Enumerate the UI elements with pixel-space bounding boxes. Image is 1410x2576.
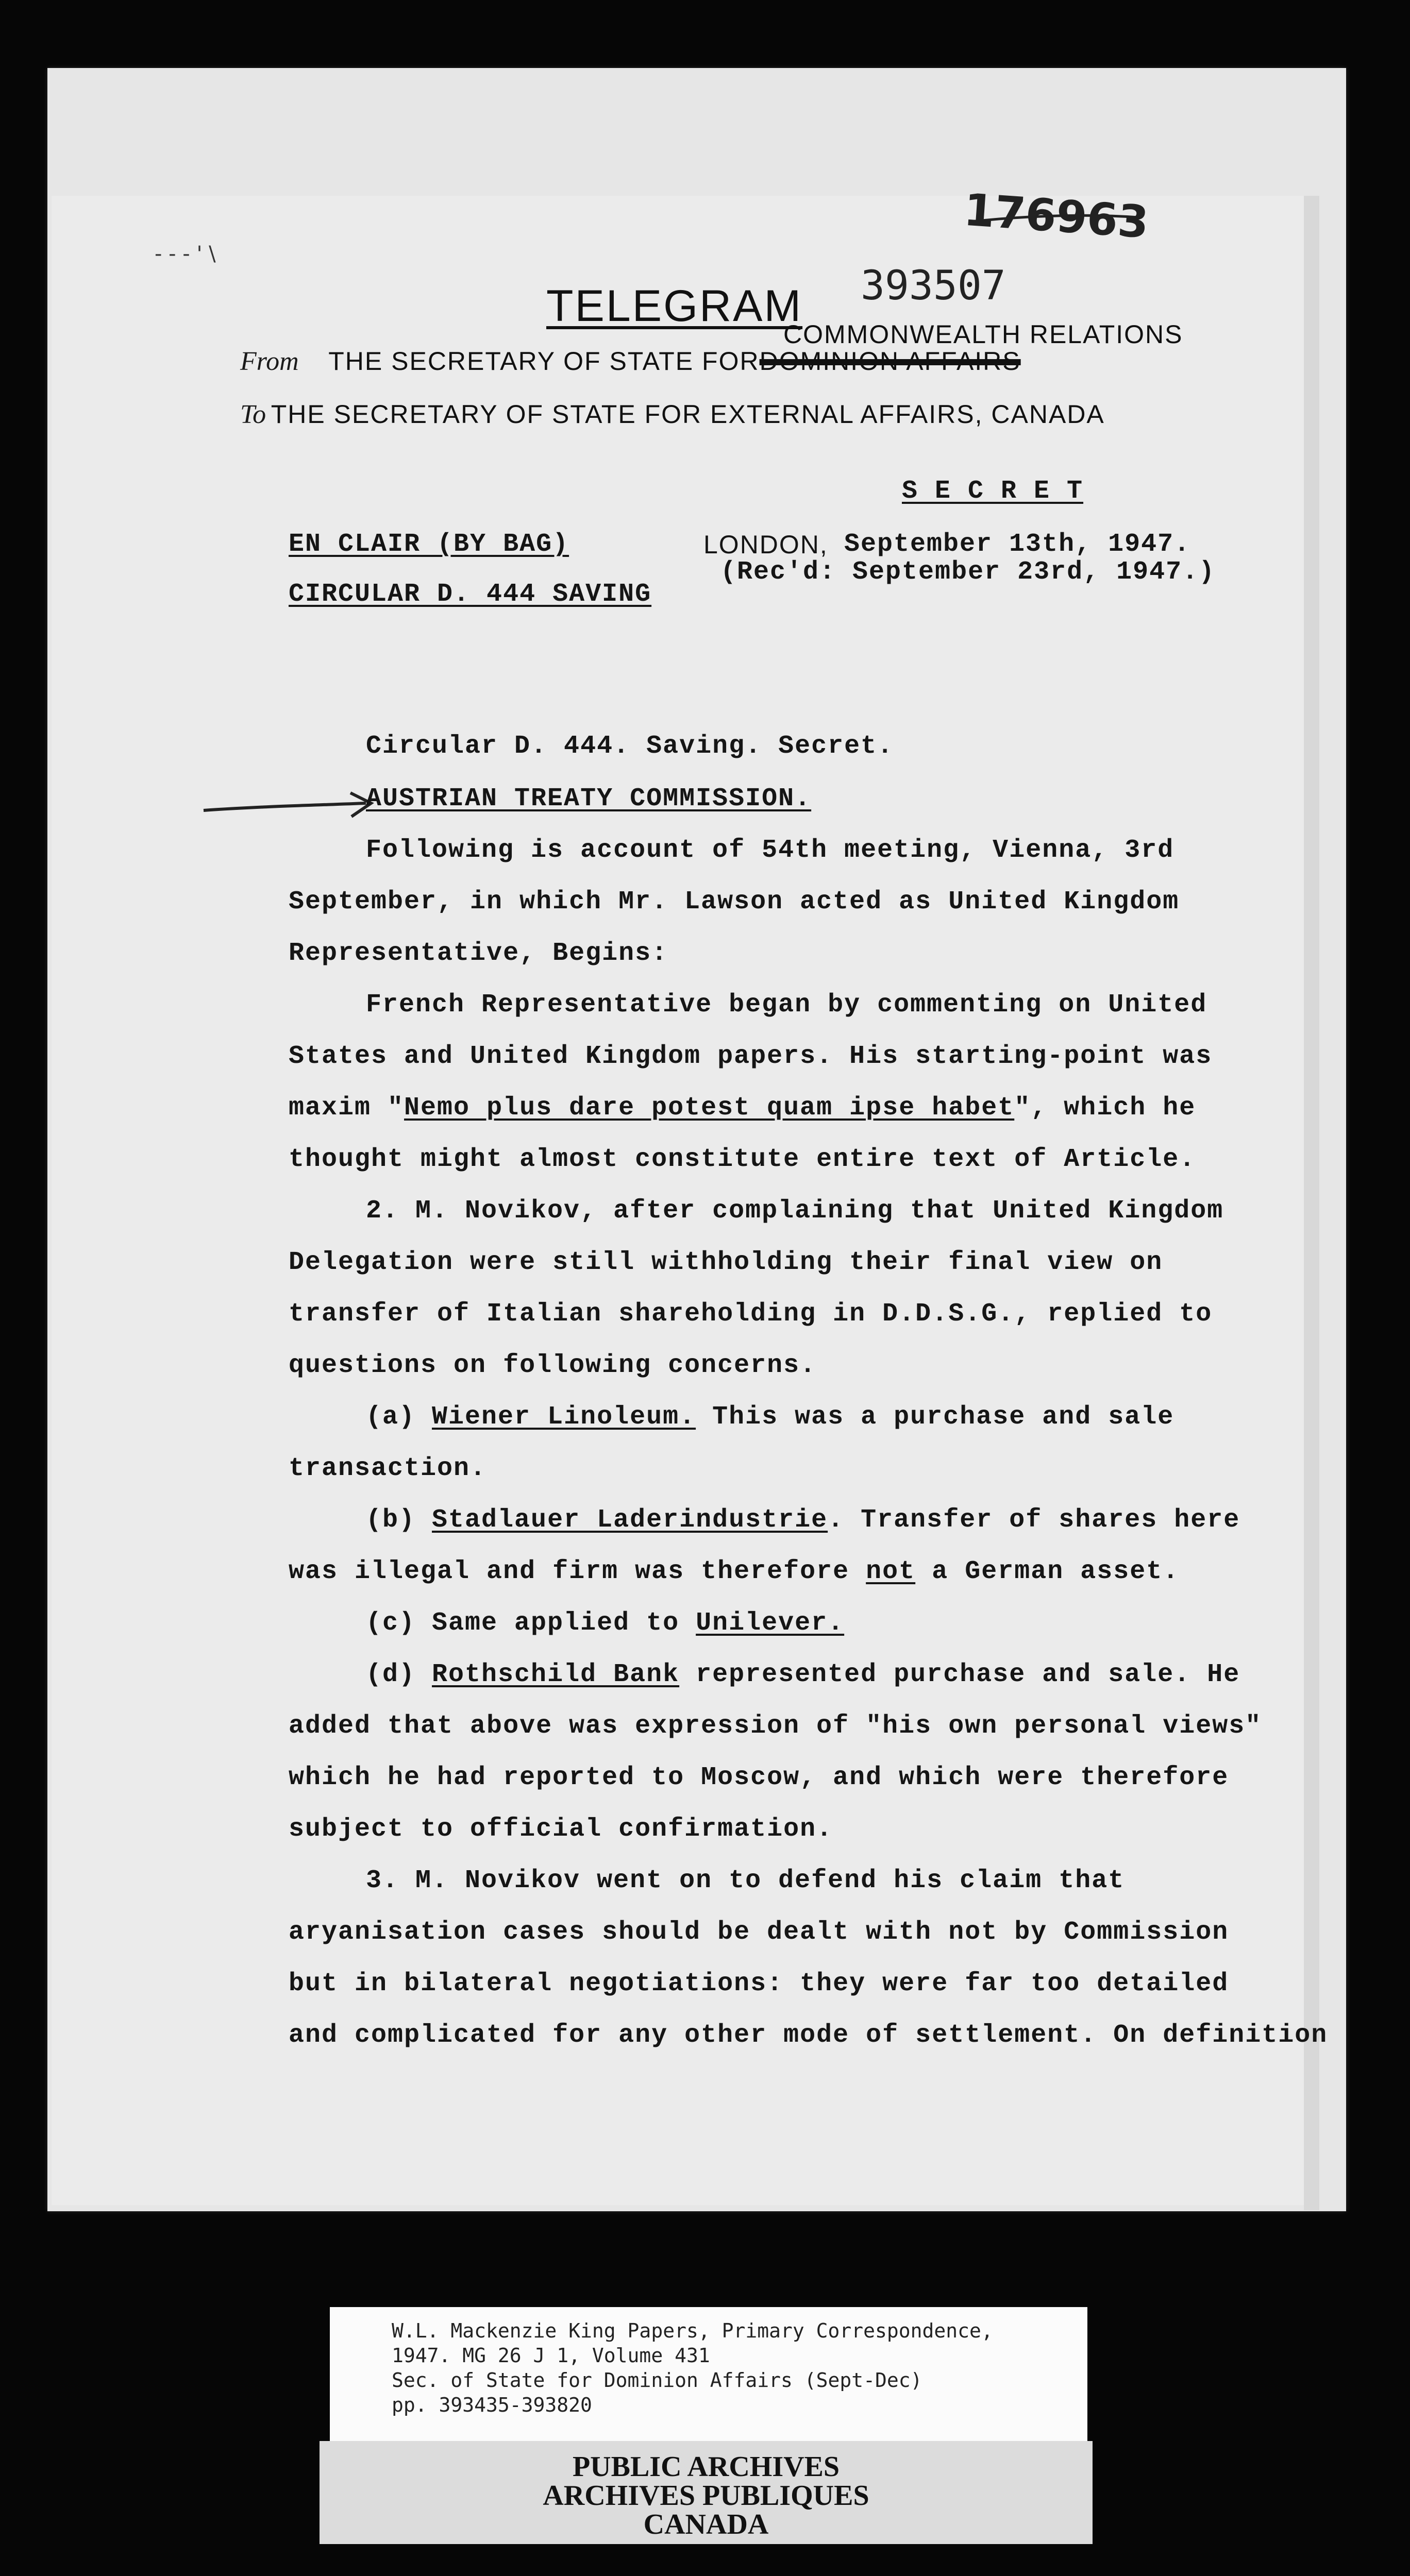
commonwealth-relations: COMMONWEALTH RELATIONS (783, 320, 1183, 349)
body-line-20: subject to official confirmation. (289, 1815, 833, 1844)
body-line-13: transaction. (289, 1454, 487, 1483)
catalog-line-1: W.L. Mackenzie King Papers, Primary Correspondence, (392, 2319, 993, 2342)
page-number-stamp: 393507 (861, 263, 1006, 309)
body-line-17: (d) Rothschild Bank represented purchase and sale. He (366, 1660, 1240, 1689)
body-line-12: (a) Wiener Linoleum. This was a purchase and sale (366, 1402, 1174, 1432)
catalog-line-3: Sec. of State for Dominion Affairs (Sept-Dec) (392, 2369, 922, 2392)
place-date: LONDON, (703, 530, 828, 559)
from-struck-text: DOMINION AFFAIRS (759, 347, 1021, 376)
body-line-23: but in bilateral negotiations: they were far too detailed (289, 1969, 1229, 1998)
archives-stamp (320, 2441, 1093, 2544)
circular-reference: CIRCULAR D. 444 SAVING (289, 580, 652, 609)
subject-line: AUSTRIAN TREATY COMMISSION. (366, 784, 812, 814)
body-line-6: maxim "Nemo plus dare potest quam ipse habet", which he (289, 1093, 1196, 1123)
telegram-title: TELEGRAM (546, 281, 803, 331)
concern-wiener-linoleum: Wiener Linoleum. (432, 1402, 696, 1432)
body-line-18: added that above was expression of "his own personal views" (289, 1711, 1262, 1741)
body-line-1: Following is account of 54th meeting, Vienna, 3rd (366, 836, 1174, 865)
concern-rothschild-bank: Rothschild Bank (432, 1660, 680, 1689)
reference-line: Circular D. 444. Saving. Secret. (366, 732, 894, 761)
body-line-5: States and United Kingdom papers. His starting-point was (289, 1042, 1213, 1071)
catalog-label (330, 2307, 1087, 2441)
arrow-icon (201, 786, 376, 827)
body-line-7: thought might almost constitute entire text of Article. (289, 1145, 1196, 1174)
classification: S E C R E T (902, 477, 1084, 506)
body-line-2: September, in which Mr. Lawson acted as United Kingdom (289, 887, 1180, 917)
body-line-15: was illegal and firm was therefore not a German asset. (289, 1557, 1180, 1586)
body-line-10: transfer of Italian shareholding in D.D.S.G., replied to (289, 1299, 1213, 1329)
body-line-19: which he had reported to Moscow, and which were therefore (289, 1763, 1229, 1792)
body-line-9: Delegation were still withholding their final view on (289, 1248, 1163, 1277)
body-line-8: 2. M. Novikov, after complaining that United Kingdom (366, 1196, 1224, 1226)
concern-unilever: Unilever. (696, 1608, 845, 1638)
body-line-14: (b) Stadlauer Laderindustrie. Transfer of shares here (366, 1505, 1240, 1535)
page-edge (1304, 196, 1319, 2210)
transmission-method: EN CLAIR (BY BAG) (289, 530, 569, 559)
catalog-line-4: pp. 393435-393820 (392, 2394, 592, 2416)
date-received: (Rec'd: September 23rd, 1947.) (720, 557, 1216, 587)
body-line-24: and complicated for any other mode of settlement. On definition (289, 2021, 1328, 2050)
catalog-line-2: 1947. MG 26 J 1, Volume 431 (392, 2344, 710, 2367)
from-text: THE SECRETARY OF STATE FOR (328, 347, 760, 376)
to-line (240, 399, 1105, 430)
archives-line-3: CANADA (643, 2509, 769, 2540)
latin-maxim: Nemo plus dare potest quam ipse habet (404, 1093, 1015, 1123)
file-number: 176963 (962, 184, 1151, 249)
concern-stadlauer: Stadlauer Laderindustrie (432, 1505, 828, 1535)
body-line-11: questions on following concerns. (289, 1351, 817, 1380)
archives-line-2: ARCHIVES PUBLIQUES (543, 2480, 869, 2512)
margin-mark: - - - ' \ (155, 242, 216, 266)
to-label: To (240, 400, 266, 429)
body-line-21: 3. M. Novikov went on to defend his claim that (366, 1866, 1125, 1895)
from-line (240, 346, 1021, 377)
archives-line-1: PUBLIC ARCHIVES (572, 2451, 840, 2483)
body-line-4: French Representative began by commenting on United (366, 990, 1207, 1020)
body-line-3: Representative, Begins: (289, 939, 668, 968)
to-text: THE SECRETARY OF STATE FOR EXTERNAL AFFAIRS, CANADA (271, 400, 1105, 429)
date-sent: September 13th, 1947. (844, 530, 1191, 559)
from-label: From (240, 347, 299, 376)
body-line-16: (c) Same applied to Unilever. (366, 1608, 845, 1638)
file-number-strike (969, 206, 1144, 232)
body-line-22: aryanisation cases should be dealt with not by Commission (289, 1918, 1229, 1947)
